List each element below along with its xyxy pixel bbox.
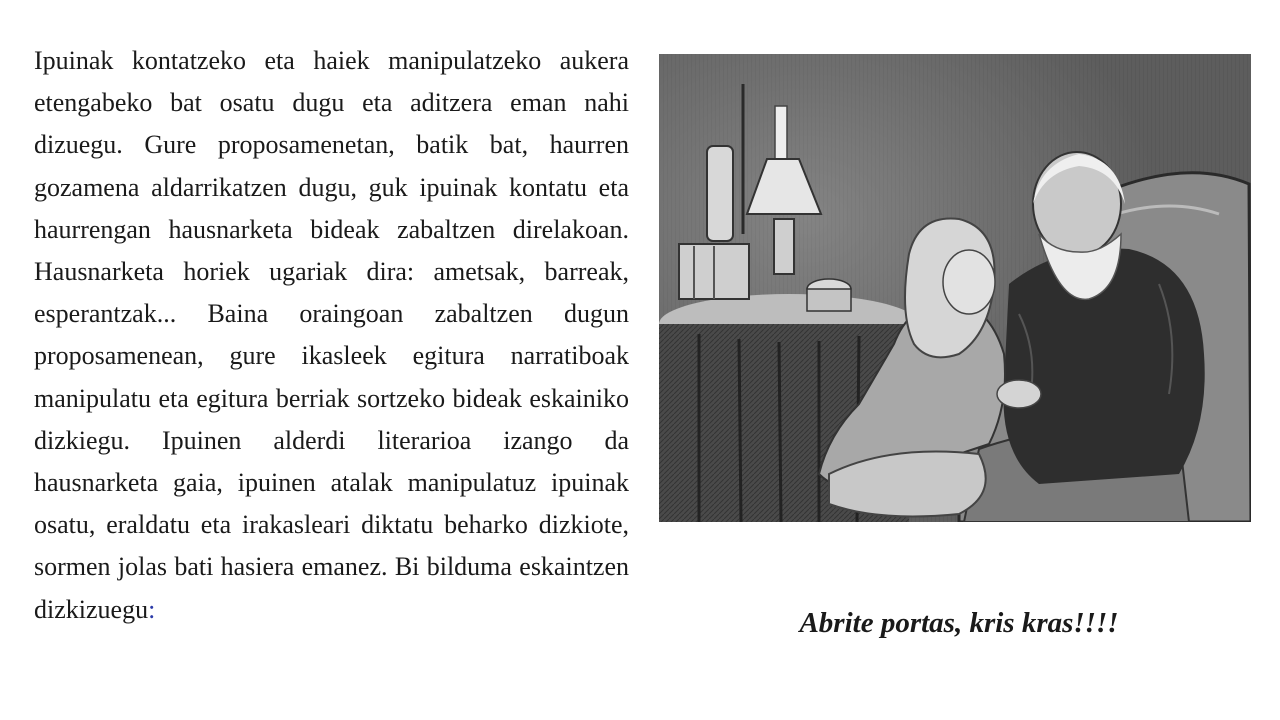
engraving-image	[659, 54, 1251, 522]
engraving-illustration	[659, 54, 1251, 522]
body-paragraph-colon: :	[148, 594, 156, 624]
illustration-caption: Abrite portas, kris kras!!!!	[799, 607, 1119, 639]
body-paragraph-text: Ipuinak kontatzeko eta haiek manipulatzeko aukera etengabeko bat osatu dugu eta aditzera eman nahi dizuegu. Gure proposamenetan, batik bat, haurren gozamena aldarrikatzen dugu, guk ipuinak kontatu eta haurrengan hausnarketa bideak zabaltzen direlakoan. Hausnarketa horiek ugariak dira: ametsak, barreak, esperantzak... Baina oraingoan zabaltzen dugun proposamenean, gure ikasleek egitura narratiboak manipulatu eta egitura berriak sortzeko bideak eskainiko dizkiegu. Ipuinen alderdi literarioa izango da hausnarketa gaia, ipuinen atalak manipulatuz ipuinak osatu, eraldatu eta irakasleari diktatu beharko dizkiote, sormen jolas bati hasiera emanez. Bi bilduma eskaintzen dizkizuegu	[34, 46, 629, 624]
body-paragraph	[34, 40, 629, 631]
